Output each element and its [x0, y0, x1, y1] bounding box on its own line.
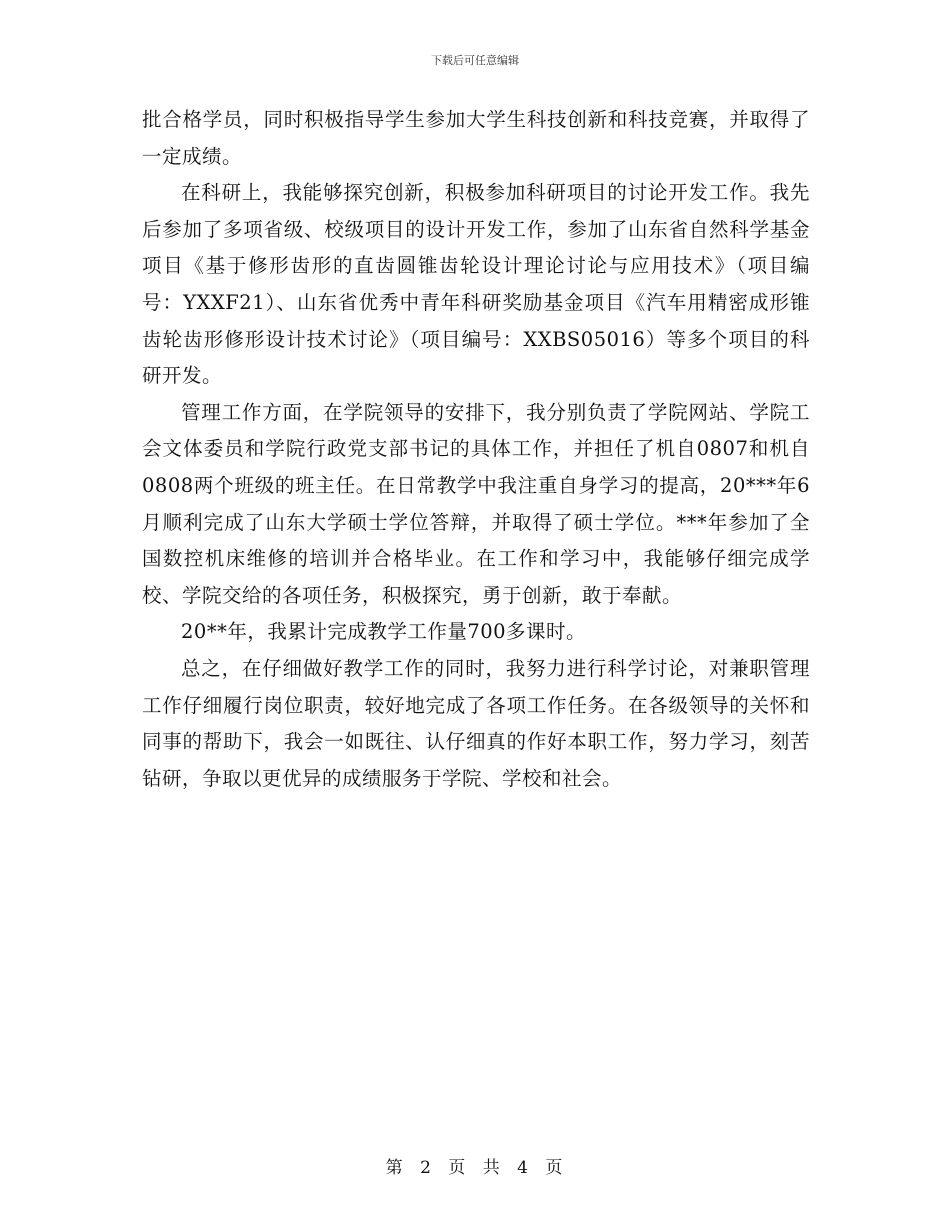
paragraph-workload: 20**年，我累计完成教学工作量700多课时。	[181, 620, 587, 644]
page-header: 下载后可任意编辑	[431, 54, 519, 67]
paragraph-management: 管理工作方面，在学院领导的安排下，我分别负责了学院网站、学院工会文体委员和学院行政党支部书记的具体工作，并担任了机自0807和机自0808两个班级的班主任。在日常教学中我注重自身学习的提高，20***年6月顺利完成了山东大学硕士学位答辩，并取得了硕士学位。***年参加了全国数控机床维修的培训并合格毕业。在工作和学习中，我能够仔细完成学校、学院交给的各项任务，积极探究，勇于创新，敢于奉献。	[142, 400, 810, 607]
paragraph-summary: 总之，在仔细做好教学工作的同时，我努力进行科学讨论，对兼职管理工作仔细履行岗位职责，较好地完成了各项工作任务。在各级领导的关怀和同事的帮助下，我会一如既往、认仔细真的作好本职工作，努力学习，刻苦钻研，争取以更优异的成绩服务于学院、学校和社会。	[142, 656, 810, 790]
document-body	[142, 102, 810, 797]
page-number-footer: 第 2 页 共 4 页	[385, 1158, 565, 1178]
paragraph-continuation: 批合格学员，同时积极指导学生参加大学生科技创新和科技竞赛，并取得了一定成绩。	[142, 108, 810, 168]
paragraph-research: 在科研上，我能够探究创新，积极参加科研项目的讨论开发工作。我先后参加了多项省级、校级项目的设计开发工作，参加了山东省自然科学基金项目《基于修形齿形的直齿圆锥齿轮设计理论讨论与应用技术》（项目编号：YXXF21）、山东省优秀中青年科研奖励基金项目《汽车用精密成形锥齿轮齿形修形设计技术讨论》（项目编号：XXBS05016）等多个项目的科研开发。	[142, 181, 810, 388]
